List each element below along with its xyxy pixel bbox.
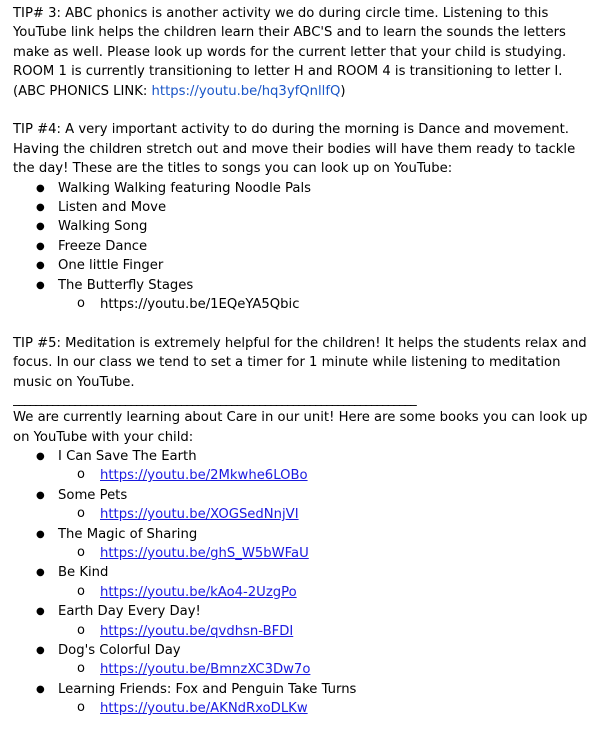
book-link-item	[13, 622, 588, 641]
book-title: ● Be Kind	[13, 563, 588, 582]
horizontal-rule: ________________________________________________________________________	[13, 392, 416, 408]
book-link-item	[13, 466, 588, 485]
butterfly-link-text: o https://youtu.be/1EQeYA5Qbic	[13, 295, 588, 314]
tip4-paragraph: TIP #4: A very important activity to do during the morning is Dance and movement. Having the children stretch out and move their bodies will have them ready to tackle the day! These are the titles to songs you can look up on YouTube:	[13, 122, 576, 177]
list-item: ● Listen and Move	[13, 198, 588, 217]
book-link-item	[13, 505, 588, 524]
tip5-paragraph: TIP #5: Meditation is extremely helpful for the children! It helps the students relax and focus. In our class we tend to set a timer for 1 minute while listening to meditation music on YouTube.	[13, 335, 587, 390]
tip3-close: )	[340, 83, 346, 99]
list-item: ● The Butterfly Stages	[13, 276, 588, 295]
list-item: ● One little Finger	[13, 256, 588, 275]
book-link-item	[13, 699, 588, 718]
book-link[interactable]: https://youtu.be/BmnzXC3Dw7o	[100, 662, 311, 678]
book-list	[13, 447, 588, 719]
list-item: ● Walking Walking featuring Noodle Pals	[13, 179, 588, 198]
book-link[interactable]: https://youtu.be/2Mkwhe6LOBo	[100, 468, 308, 484]
book-link-item	[13, 660, 588, 679]
tip3-text: TIP# 3: ABC phonics is another activity we do during circle time. Listening to this YouTube link helps the children learn their ABC'S and to learn the sounds the letters make as well. Please look up words for the current letter that your child is studying. ROOM 1 is currently transitioning to letter H and ROOM 4 is transitioning to letter I. (ABC PHONICS LINK:	[13, 6, 567, 99]
book-link[interactable]: https://youtu.be/kAo4-2UzgPo	[100, 584, 297, 600]
care-intro: We are currently learning about Care in our unit! Here are some books you can look up on YouTube with your child:	[13, 410, 588, 445]
list-item: ● Walking Song	[13, 217, 588, 236]
abc-phonics-link[interactable]: https://youtu.be/hq3yfQnllfQ	[151, 83, 341, 99]
book-title: ● Some Pets	[13, 486, 588, 505]
book-link-item	[13, 583, 588, 602]
book-title: ● Earth Day Every Day!	[13, 602, 588, 621]
book-title: ● Dog's Colorful Day	[13, 641, 588, 660]
book-link[interactable]: https://youtu.be/AKNdRxoDLKw	[100, 701, 308, 717]
list-item: ● Freeze Dance	[13, 237, 588, 256]
spacer	[13, 314, 588, 333]
spacer	[13, 101, 588, 120]
tip3-paragraph	[13, 4, 588, 101]
book-link[interactable]: https://youtu.be/qvdhsn-BFDI	[100, 623, 294, 639]
book-link[interactable]: https://youtu.be/XOGSedNnjVI	[100, 507, 299, 523]
book-title: ● Learning Friends: Fox and Penguin Take Turns	[13, 680, 588, 699]
book-title: ● I Can Save The Earth	[13, 447, 588, 466]
song-list	[13, 179, 588, 315]
book-title: ● The Magic of Sharing	[13, 525, 588, 544]
book-link-item	[13, 544, 588, 563]
book-link[interactable]: https://youtu.be/ghS_W5bWFaU	[100, 545, 309, 561]
